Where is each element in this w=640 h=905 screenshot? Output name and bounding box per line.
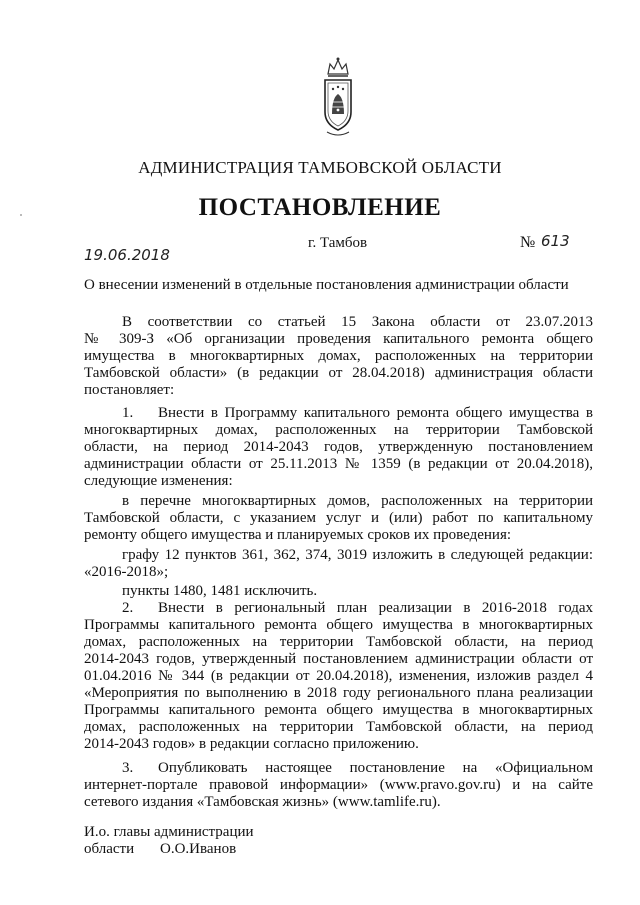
number-label: № (520, 234, 536, 251)
body-line: Опубликовать настоящее постановление на «Официальном (158, 760, 593, 776)
body-line: Тамбовской области» (в редакции от 28.04.2018) администрация области (84, 365, 593, 381)
document-type-heading: ПОСТАНОВЛЕНИЕ (198, 194, 442, 221)
body-line: «Мероприятия по выполнению в 2018 году регионального плана реализации (84, 685, 593, 701)
body-line: пункты 1480, 1481 исключить. (122, 583, 318, 599)
handwritten-number: 613 (541, 232, 570, 250)
body-line: домах, расположенных на территории Тамбовской области, на период (84, 719, 593, 735)
item-number-3: 3. (122, 760, 134, 776)
body-line: в перечне многоквартирных домов, расположенных на территории (122, 493, 593, 509)
city-label: г. Тамбов (308, 235, 368, 251)
tambov-coat-of-arms-icon (318, 52, 358, 148)
organization-title: АДМИНИСТРАЦИЯ ТАМБОВСКОЙ ОБЛАСТИ (138, 158, 502, 177)
body-line: администрации области от 25.11.2013 № 1359 (в редакции от 20.04.2018), (84, 456, 593, 472)
scan-speck (20, 214, 22, 216)
signatory-title: И.о. главы администрации (84, 824, 254, 840)
handwritten-date: 19.06.2018 (84, 246, 170, 264)
body-line: «2016-2018»; (84, 564, 169, 580)
document-subject: О внесении изменений в отдельные постановления администрации области (84, 277, 569, 293)
item-number-2: 2. (122, 600, 134, 616)
signatory-name: О.О.Иванов (160, 841, 237, 857)
body-line: сетевого издания «Тамбовская жизнь» (www.tamlife.ru). (84, 794, 441, 810)
body-line: области, на период 2014-2043 годов, утвержденную постановлением (84, 439, 593, 455)
body-line: графу 12 пунктов 361, 362, 374, 3019 изложить в следующей редакции: (122, 547, 593, 563)
body-line: Внести в Программу капитального ремонта общего имущества в (158, 405, 593, 421)
body-line: № 309-З «Об организации проведения капитального ремонта общего (84, 331, 593, 347)
body-line: постановляет: (84, 382, 175, 398)
signatory-title-cont: области (84, 841, 135, 857)
body-line: 2014-2043 годов» в редакции согласно приложению. (84, 736, 419, 752)
body-line: Тамбовской области, с указанием услуг и (или) работ по капитальному (84, 510, 593, 526)
body-line: 2014-2043 годов, утвержденный постановлением администрации области от (84, 651, 593, 667)
body-line: интернет-портале правовой информации» (www.pravo.gov.ru) и на сайте (84, 777, 593, 793)
body-line: В соответствии со статьей 15 Закона области от 23.07.2013 (122, 314, 593, 330)
item-number-1: 1. (122, 405, 134, 421)
body-line: домах, расположенных на территории Тамбовской области, на период (84, 634, 593, 650)
body-line: имущества в многоквартирных домах, расположенных на территории (84, 348, 593, 364)
body-line: Внести в региональный план реализации в 2016-2018 годах (158, 600, 593, 616)
body-line: Программы капитального ремонта общего имущества в многоквартирных (84, 702, 593, 718)
body-line: 01.04.2016 № 344 (в редакции от 20.04.2018), изменения, изложив раздел 4 (84, 668, 593, 684)
body-line: ремонту общего имущества и планируемых сроков их проведения: (84, 527, 512, 543)
body-line: многоквартирных домах, расположенных на территории Тамбовской (84, 422, 593, 438)
body-line: следующие изменения: (84, 473, 233, 489)
body-line: Программы капитального ремонта общего имущества в многоквартирных (84, 617, 593, 633)
